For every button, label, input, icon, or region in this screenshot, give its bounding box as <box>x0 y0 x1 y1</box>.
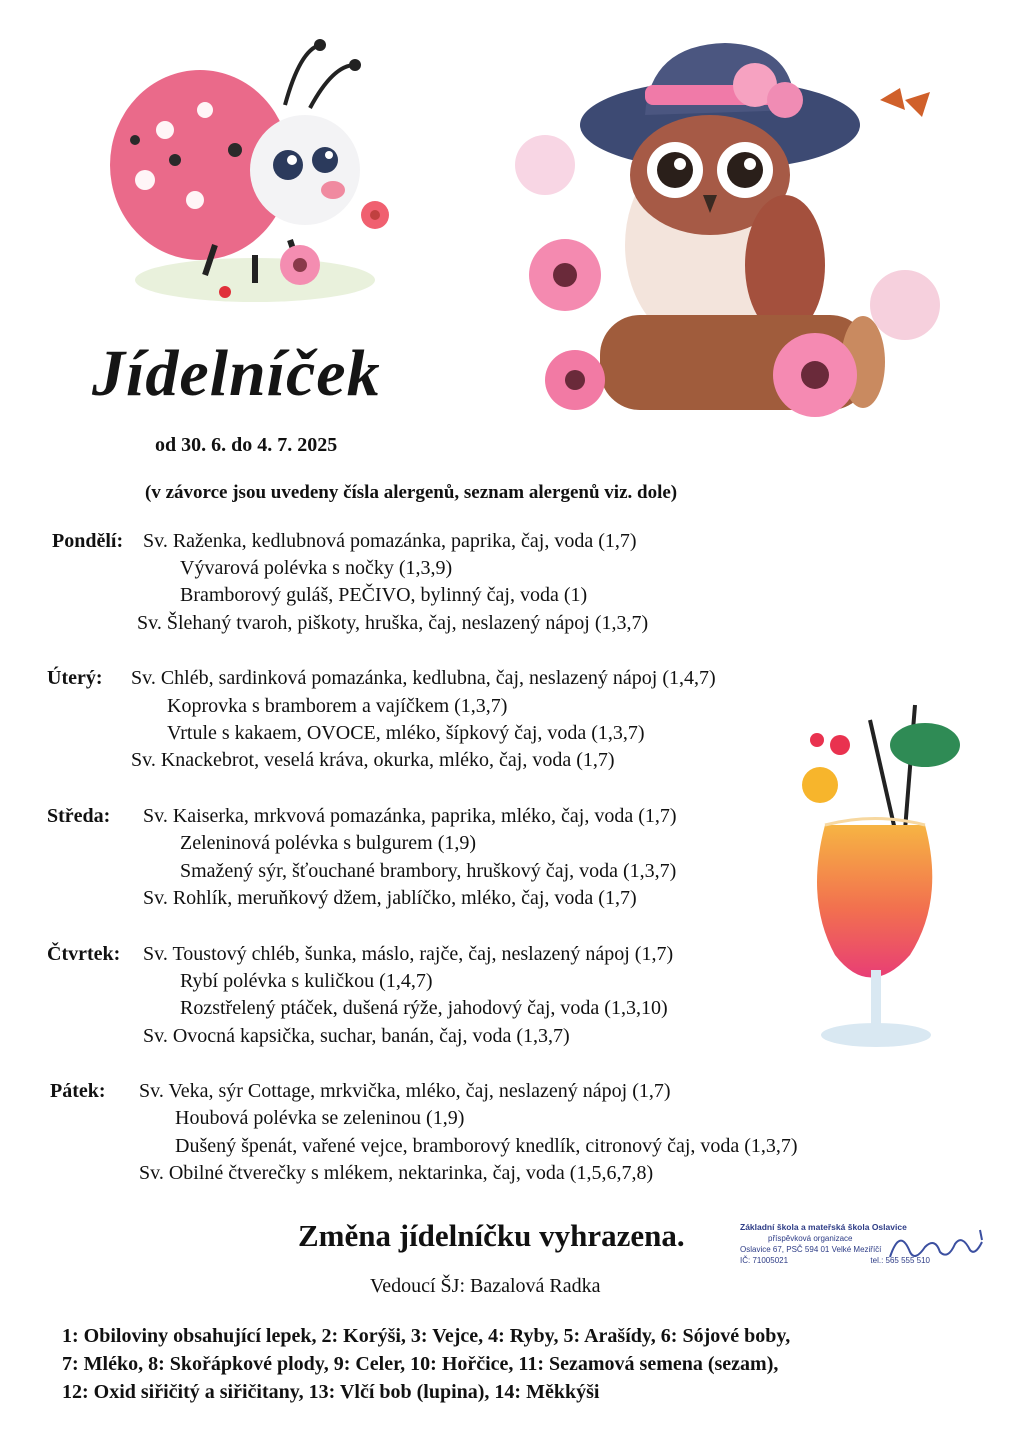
menu-period: od 30. 6. do 4. 7. 2025 <box>155 434 338 456</box>
allergen-line: 7: Mléko, 8: Skořápkové plody, 9: Celer, 10: Hořčice, 11: Sezamová semena (sezam), <box>62 1353 779 1375</box>
menu-item: Sv. Veka, sýr Cottage, mrkvička, mléko, čaj, neslazený nápoj (1,7) <box>139 1080 671 1102</box>
change-notice: Změna jídelníčku vyhrazena. <box>298 1218 685 1253</box>
stamp-org-type: příspěvková organizace <box>768 1234 853 1243</box>
menu-item: Zeleninová polévka s bulgurem (1,9) <box>180 832 477 854</box>
menu-item: Vývarová polévka s nočky (1,3,9) <box>180 557 453 579</box>
menu-item: Sv. Knackebrot, veselá kráva, okurka, mléko, čaj, voda (1,7) <box>131 749 615 771</box>
menu-item: Sv. Kaiserka, mrkvová pomazánka, paprika, mléko, čaj, voda (1,7) <box>143 805 677 827</box>
menu-item: Sv. Rohlík, meruňkový džem, jablíčko, mléko, čaj, voda (1,7) <box>143 887 637 909</box>
stamp-address: Oslavice 67, PSČ 594 01 Velké Meziříčí <box>740 1245 882 1254</box>
menu-item: Dušený špenát, vařené vejce, bramborový knedlík, citronový čaj, voda (1,3,7) <box>175 1135 798 1157</box>
day-label-monday: Pondělí: <box>52 530 124 552</box>
menu-item: Houbová polévka se zeleninou (1,9) <box>175 1107 465 1129</box>
day-label-wednesday: Středa: <box>47 805 111 827</box>
day-label-tuesday: Úterý: <box>47 667 103 689</box>
day-label-friday: Pátek: <box>50 1080 106 1102</box>
stamp-tel: tel.: 565 555 510 <box>870 1256 930 1265</box>
cocktail-illustration <box>785 700 975 1060</box>
menu-item: Rozstřelený ptáček, dušená rýže, jahodový čaj, voda (1,3,10) <box>180 997 668 1019</box>
allergen-note: (v závorce jsou uvedeny čísla alergenů, seznam alergenů viz. dole) <box>145 482 678 503</box>
day-label-thursday: Čtvrtek: <box>47 943 121 965</box>
allergen-line: 1: Obiloviny obsahující lepek, 2: Korýši, 3: Vejce, 4: Ryby, 5: Arašídy, 6: Sójové boby, <box>62 1325 791 1347</box>
menu-item: Vrtule s kakaem, OVOCE, mléko, šípkový čaj, voda (1,3,7) <box>167 722 645 744</box>
page-title: Jídelníček <box>92 337 381 410</box>
signature <box>880 1222 990 1272</box>
menu-item: Sv. Raženka, kedlubnová pomazánka, paprika, čaj, voda (1,7) <box>143 530 637 552</box>
menu-item: Sv. Chléb, sardinková pomazánka, kedlubna, čaj, neslazený nápoj (1,4,7) <box>131 667 716 689</box>
menu-item: Rybí polévka s kuličkou (1,4,7) <box>180 970 433 992</box>
menu-item: Koprovka s bramborem a vajíčkem (1,3,7) <box>167 695 508 717</box>
allergen-line: 12: Oxid siřičitý a siřičitany, 13: Vlčí bob (lupina), 14: Měkkýši <box>62 1381 600 1403</box>
manager-name: Vedoucí ŠJ: Bazalová Radka <box>370 1275 601 1297</box>
menu-item: Sv. Obilné čtverečky s mlékem, nektarinka, čaj, voda (1,5,6,7,8) <box>139 1162 654 1184</box>
menu-item: Sv. Ovocná kapsička, suchar, banán, čaj, voda (1,3,7) <box>143 1025 570 1047</box>
stamp-ico: IČ: 71005021 <box>740 1256 789 1265</box>
menu-item: Smažený sýr, šťouchané brambory, hruškový čaj, voda (1,3,7) <box>180 860 677 882</box>
ladybug-illustration <box>105 30 405 315</box>
menu-item: Sv. Šlehaný tvaroh, piškoty, hruška, čaj, neslazený nápoj (1,3,7) <box>137 612 649 634</box>
stamp-school-name: Základní škola a mateřská škola Oslavice <box>740 1222 907 1232</box>
menu-item: Bramborový guláš, PEČIVO, bylinný čaj, voda (1) <box>180 584 588 606</box>
menu-item: Sv. Toustový chléb, šunka, máslo, rajče, čaj, neslazený nápoj (1,7) <box>143 943 674 965</box>
owl-illustration <box>485 25 945 425</box>
allergen-list <box>62 1322 790 1406</box>
